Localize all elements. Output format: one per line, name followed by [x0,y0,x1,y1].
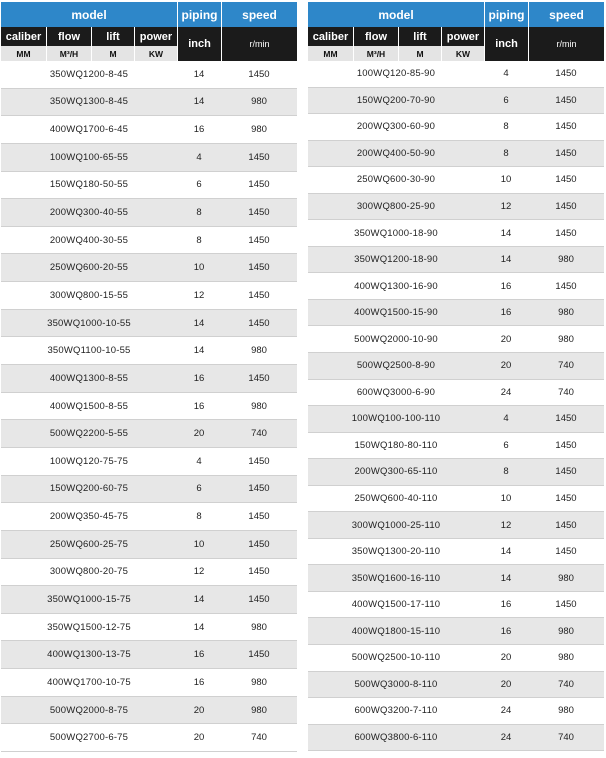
table-row [1,172,297,200]
piping-cell: 8 [196,511,202,523]
table-row [1,448,297,476]
speed-cell: 1450 [555,280,577,292]
table-row [1,586,297,614]
table-row [1,476,297,504]
speed-cell: 1450 [555,121,577,133]
piping-cell: 20 [500,652,512,664]
model-cell: 400WQ1700-10-75 [47,676,131,688]
speed-cell: 1450 [555,201,577,212]
header-power-unit: KW [135,46,177,61]
piping-cell: 20 [500,678,512,690]
table-row [1,697,297,725]
table-row [308,88,604,115]
model-cell: 200WQ400-50-90 [356,147,436,159]
model-cell: 600WQ3800-6-110 [354,731,438,743]
table-row [1,669,297,697]
model-cell: 250WQ600-40-110 [354,493,438,505]
piping-cell: 10 [500,174,512,186]
table-row [308,326,604,353]
model-cell: 500WQ2200-5-55 [49,428,129,440]
table-row [308,300,604,327]
model-cell: 300WQ800-20-75 [49,566,129,578]
speed-cell: 980 [251,704,267,716]
table-row [308,61,604,88]
speed-cell: 1450 [248,649,270,661]
table-row [308,114,604,141]
speed-cell: 1450 [248,455,270,467]
model-cell: 500WQ3000-8-110 [354,678,438,690]
speed-cell: 1450 [248,593,270,605]
model-cell: 100WQ120-85-90 [356,68,436,80]
table-row [308,698,604,725]
model-cell: 200WQ350-45-75 [49,511,129,523]
table-row [1,614,297,642]
model-cell: 400WQ1800-15-110 [351,625,441,637]
table-row [1,724,297,752]
table-header [1,2,297,61]
table-row [308,141,604,168]
table-row [1,144,297,172]
table-row [308,433,604,460]
table-body [308,61,604,751]
speed-cell: 1450 [248,372,270,384]
header-lift-unit: M [92,46,134,61]
speed-cell: 1450 [248,317,270,329]
model-cell: 500WQ2000-10-90 [354,333,438,345]
table-row [1,89,297,117]
table-row [308,486,604,513]
header-power: power [135,27,177,46]
piping-cell: 16 [193,400,205,412]
speed-cell: 740 [251,428,267,440]
piping-cell: 20 [193,732,205,744]
model-cell: 400WQ1700-6-45 [49,124,129,136]
piping-cell: 14 [500,254,512,266]
speed-cell: 1450 [248,68,270,80]
table-row [1,420,297,448]
table-row [308,512,604,539]
table-row [1,365,297,393]
table-row [308,380,604,407]
piping-cell: 14 [500,227,512,239]
model-cell: 200WQ300-40-55 [49,207,129,219]
header-model: model [308,2,484,27]
header-lift: lift [399,27,441,46]
header-flow-unit: M³/H [354,46,398,61]
model-cell: 150WQ180-50-55 [49,179,129,191]
speed-cell: 740 [558,360,574,372]
table-row [1,531,297,559]
header-piping: piping [178,2,221,27]
header-flow: flow [47,27,91,46]
speed-cell: 1450 [248,151,270,163]
table-row [1,393,297,421]
speed-cell: 1450 [555,546,577,558]
piping-cell: 8 [196,207,202,219]
piping-cell: 10 [500,493,512,505]
table-row [308,539,604,566]
piping-cell: 14 [193,317,205,329]
piping-cell: 4 [503,413,509,425]
piping-cell: 12 [500,519,512,531]
model-cell: 200WQ300-60-90 [356,121,436,133]
speed-cell: 980 [558,333,574,345]
model-cell: 200WQ400-30-55 [49,234,129,246]
speed-cell: 1450 [555,68,577,80]
model-cell: 350WQ1000-10-55 [47,317,131,329]
header-caliber: caliber [308,27,353,46]
speed-cell: 1450 [248,538,270,550]
speed-cell: 980 [251,400,267,412]
piping-cell: 14 [193,621,205,633]
speed-cell: 980 [251,124,267,136]
piping-cell: 10 [193,262,205,274]
model-cell: 200WQ300-65-110 [354,466,438,478]
model-cell: 500WQ2500-10-110 [351,652,441,664]
piping-cell: 16 [193,372,205,384]
speed-cell: 980 [251,621,267,633]
speed-cell: 1450 [248,511,270,523]
speed-cell: 1450 [555,439,577,451]
spec-table-right [308,2,604,751]
model-cell: 600WQ3000-6-90 [356,386,436,398]
header-flow: flow [354,27,398,46]
table-row [308,406,604,433]
header-piping: piping [485,2,528,27]
speed-cell: 980 [251,345,267,357]
model-cell: 350WQ1300-20-110 [351,546,441,558]
model-cell: 350WQ1200-18-90 [354,254,438,266]
piping-cell: 16 [500,280,512,292]
piping-cell: 6 [503,439,509,451]
table-row [308,273,604,300]
speed-cell: 1450 [248,262,270,274]
table-row [308,592,604,619]
model-cell: 600WQ3200-7-110 [354,705,438,717]
model-cell: 400WQ1500-8-55 [49,400,129,412]
table-row [1,282,297,310]
model-cell: 150WQ180-80-110 [354,439,438,451]
header-power: power [442,27,484,46]
header-speed-unit: r/min [529,27,604,61]
speed-cell: 1450 [555,227,577,239]
speed-cell: 1450 [248,179,270,191]
piping-cell: 16 [500,599,512,611]
piping-cell: 16 [500,625,512,637]
model-cell: 350WQ1000-15-75 [47,593,131,605]
speed-cell: 980 [251,96,267,108]
model-cell: 400WQ1300-8-55 [49,372,129,384]
speed-cell: 740 [558,678,574,690]
piping-cell: 16 [193,649,205,661]
piping-cell: 14 [193,68,205,80]
model-cell: 350WQ1100-10-55 [47,345,131,357]
piping-cell: 20 [500,333,512,345]
piping-cell: 20 [193,704,205,716]
piping-cell: 8 [503,147,509,159]
speed-cell: 1450 [555,599,577,611]
speed-cell: 1450 [555,174,577,186]
header-inch: inch [178,27,221,61]
header-speed: speed [529,2,604,27]
speed-cell: 1450 [555,466,577,478]
spec-table-left [1,2,297,752]
table-row [1,116,297,144]
speed-cell: 1450 [248,483,270,495]
model-cell: 300WQ1000-25-110 [351,519,441,531]
piping-cell: 16 [193,124,205,136]
piping-cell: 6 [196,483,202,495]
model-cell: 400WQ1300-13-75 [47,649,131,661]
model-cell: 350WQ1000-18-90 [354,227,438,239]
table-row [308,672,604,699]
speed-cell: 980 [558,307,574,319]
header-caliber-unit: MM [1,46,46,61]
model-cell: 400WQ1500-15-90 [354,307,438,319]
table-row [1,310,297,338]
piping-cell: 14 [500,546,512,558]
speed-cell: 980 [558,254,574,266]
header-caliber-unit: MM [308,46,353,61]
table-row [308,247,604,274]
table-row [308,353,604,380]
piping-cell: 10 [193,538,205,550]
header-power-unit: KW [442,46,484,61]
header-caliber: caliber [1,27,46,46]
piping-cell: 8 [503,121,509,133]
header-model: model [1,2,177,27]
table-row [1,641,297,669]
piping-cell: 14 [500,572,512,584]
table-body [1,61,297,752]
model-cell: 100WQ100-65-55 [49,151,129,163]
model-cell: 500WQ2500-8-90 [356,360,436,372]
table-row [308,565,604,592]
piping-cell: 12 [193,566,205,578]
table-row [308,220,604,247]
model-cell: 100WQ100-100-110 [351,413,441,425]
piping-cell: 20 [500,360,512,372]
header-inch: inch [485,27,528,61]
speed-cell: 980 [558,572,574,584]
table-row [308,194,604,221]
piping-cell: 4 [196,151,202,163]
piping-cell: 16 [500,307,512,319]
piping-cell: 16 [193,676,205,688]
model-cell: 300WQ800-25-90 [356,201,436,212]
piping-cell: 8 [196,234,202,246]
model-cell: 500WQ2000-8-75 [49,704,129,716]
model-cell: 250WQ600-25-75 [49,538,129,550]
speed-cell: 1450 [555,519,577,531]
model-cell: 250WQ600-20-55 [49,262,129,274]
speed-cell: 740 [558,386,574,398]
speed-cell: 740 [251,732,267,744]
piping-cell: 8 [503,466,509,478]
piping-cell: 6 [503,94,509,106]
speed-cell: 1450 [555,94,577,106]
piping-cell: 14 [193,96,205,108]
model-cell: 400WQ1300-16-90 [354,280,438,292]
piping-cell: 24 [500,705,512,717]
model-cell: 350WQ1500-12-75 [47,621,131,633]
table-row [1,254,297,282]
speed-cell: 980 [558,705,574,717]
speed-cell: 1450 [248,234,270,246]
header-speed-unit: r/min [222,27,297,61]
model-cell: 350WQ1600-16-110 [351,572,441,584]
table-row [1,503,297,531]
model-cell: 350WQ1300-8-45 [49,96,129,108]
piping-cell: 14 [193,593,205,605]
piping-cell: 4 [196,455,202,467]
speed-cell: 1450 [248,289,270,301]
speed-cell: 980 [558,652,574,664]
table-row [308,167,604,194]
speed-cell: 1450 [248,566,270,578]
table-row [1,337,297,365]
model-cell: 150WQ200-70-90 [356,94,436,106]
model-cell: 400WQ1500-17-110 [351,599,441,611]
piping-cell: 24 [500,386,512,398]
table-row [308,645,604,672]
model-cell: 500WQ2700-6-75 [49,732,129,744]
piping-cell: 24 [500,731,512,743]
speed-cell: 1450 [248,207,270,219]
header-lift-unit: M [399,46,441,61]
model-cell: 100WQ120-75-75 [49,455,129,467]
model-cell: 150WQ200-60-75 [49,483,129,495]
piping-cell: 6 [196,179,202,191]
table-header [308,2,604,61]
model-cell: 300WQ800-15-55 [49,289,129,301]
table-row [1,199,297,227]
piping-cell: 20 [193,428,205,440]
piping-cell: 4 [503,68,509,80]
table-row [1,61,297,89]
header-flow-unit: M³/H [47,46,91,61]
table-row [1,559,297,587]
header-lift: lift [92,27,134,46]
piping-cell: 12 [193,289,205,301]
speed-cell: 740 [558,731,574,743]
piping-cell: 12 [500,201,512,212]
model-cell: 350WQ1200-8-45 [49,68,129,80]
speed-cell: 1450 [555,413,577,425]
speed-cell: 980 [251,676,267,688]
piping-cell: 14 [193,345,205,357]
header-speed: speed [222,2,297,27]
model-cell: 250WQ600-30-90 [356,174,436,186]
table-row [308,618,604,645]
speed-cell: 1450 [555,493,577,505]
table-row [1,227,297,255]
table-row [308,725,604,752]
speed-cell: 1450 [555,147,577,159]
speed-cell: 980 [558,625,574,637]
table-row [308,459,604,486]
